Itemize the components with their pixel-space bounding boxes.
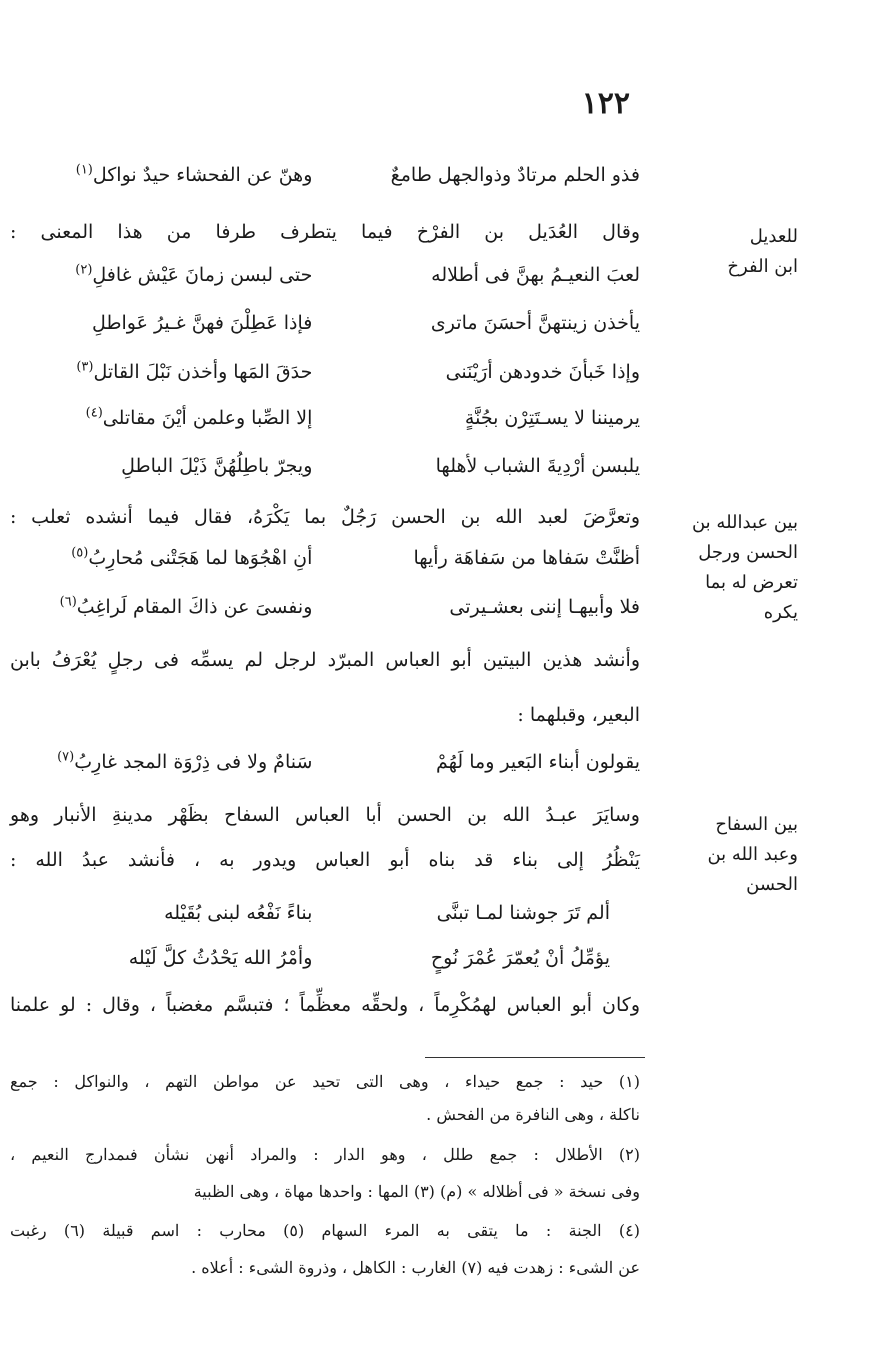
footnote-ref: (٢)	[75, 262, 93, 278]
prose-line: وسايَرَ عبـدُ الله بن الحسن أبا العباس السفاح بظَهْر مدينةِ الأنبار وهو	[10, 804, 640, 826]
footnote-ref: (٦)	[59, 594, 77, 610]
margin-note-line: بين عبدالله بن	[691, 512, 798, 533]
footnote-line: (٤) الجنة : ما يتقى به المرء السهام (٥) محارب : اسم قبيلة (٦) رغبت	[10, 1221, 641, 1240]
verse-line	[10, 303, 640, 343]
verse-line	[10, 352, 640, 392]
verse-first-hemistich: وإذا خَبأنَ خدودهن أرَيْنَنى	[445, 361, 640, 383]
verse-line	[10, 742, 640, 782]
margin-note-line: بين السفاح	[715, 814, 798, 835]
footnote-divider	[425, 1057, 645, 1058]
footnote-line: عن الشىء : زهدت فيه (٧) الغارب : الكاهل ، وذروة الشىء : أعلاه .	[191, 1258, 640, 1277]
margin-note-line: وعبد الله بن	[707, 844, 798, 865]
verse-line	[10, 398, 640, 438]
verse-first-hemistich: فلا وأبيهـا إننى بعشـيرتى	[449, 596, 640, 618]
verse-first-hemistich: يرميننا لا يسـتَتِرْن بجُنَّةٍ	[464, 407, 640, 429]
margin-note	[663, 810, 798, 900]
margin-note-line: ابن الفرخ	[727, 256, 798, 277]
verse-line	[10, 255, 640, 295]
prose-line: البعير، وقبلهما :	[517, 704, 640, 726]
verse-line	[10, 446, 640, 486]
footnote-ref: (٥)	[71, 545, 89, 561]
verse-line	[10, 155, 640, 195]
margin-note	[663, 222, 798, 282]
prose-line: وقال العُدَيل بن الفرْخ فيما يتطرف طرفا من هذا المعنى :	[10, 221, 640, 243]
page-number: ١٢٢	[581, 86, 630, 121]
footnote-ref: (١)	[75, 162, 93, 178]
verse-first-hemistich: فذو الحلم مرتادٌ وذوالجهل طامعٌ	[390, 164, 640, 186]
verse-second-hemistich: حدَقَ المَها وأخذن نَبْلَ القاتل$^{(٣)}$	[76, 359, 313, 383]
verse-second-hemistich: وأمْرُ الله يَحْدُثُ كلَّ لَيْله	[128, 947, 313, 969]
margin-note-line: الحسن	[746, 874, 798, 895]
footnote-line: وفى نسخة « فى أظلاله » (م) (٣) المها : واحدها مهاة ، وهى الظبية	[193, 1182, 640, 1201]
verse-line	[10, 893, 640, 933]
verse-first-hemistich: يؤمِّلُ أنْ يُعمّرَ عُمْرَ نُوحٍ	[430, 947, 610, 969]
verse-second-hemistich: بناءً نَفْعُه لبنى بُقَيْله	[164, 902, 313, 924]
verse-line	[10, 938, 640, 978]
prose-line: يَنْظُرُ إلى بناء قد بناه أبو العباس ويدور به ، فأنشد عبدُ الله :	[10, 849, 640, 871]
verse-line	[10, 538, 640, 578]
footnote-line: (٢) الأطلال : جمع طلل ، وهو الدار : والمراد أنهن نشأن فىمدارج النعيم ،	[10, 1145, 640, 1164]
prose-line: وتعرَّضَ لعبد الله بن الحسن رَجُلٌ بما يَكْرَهُ، فقال فيما أنشده ثعلب :	[10, 506, 640, 528]
verse-first-hemistich: ألم تَرَ جوشنا لمـا تبنَّى	[436, 902, 610, 924]
margin-note-line: للعديل	[749, 226, 798, 247]
verse-second-hemistich: وهنّ عن الفحشاء حيدٌ نواكل$^{(١)}$	[75, 162, 313, 186]
verse-second-hemistich: سَنامٌ ولا فى ذِرْوَة المجد غارِبُ$^{(٧)}$	[57, 749, 313, 773]
footnote-ref: (٣)	[76, 359, 94, 375]
footnote-ref: (٤)	[85, 405, 103, 421]
verse-second-hemistich: أنِ اهْجُوَها لما هَجَتْنى مُحارِبُ$^{(٥)}$	[71, 545, 313, 569]
verse-line	[10, 587, 640, 627]
verse-first-hemistich: لعبَ النعيـمُ بهنَّ فى أطلاله	[431, 264, 640, 286]
verse-first-hemistich: يأخذن زينتهنَّ أحسَنَ ماترى	[430, 312, 640, 334]
footnote-line: (١) حيد : جمع حيداء ، وهى التى تحيد عن مواطن التهم ، والنواكل : جمع	[10, 1072, 640, 1091]
margin-note-line: يكره	[763, 602, 798, 623]
margin-note	[663, 508, 798, 628]
verse-second-hemistich: إلا الصِّبا وعلمن أيْنَ مقاتلى$^{(٤)}$	[85, 405, 313, 429]
verse-first-hemistich: أظنَّتْ سَفاها من سَفاهَة رأيها	[413, 547, 640, 569]
footnote-line: ناكلة ، وهى النافرة من الفحش .	[426, 1105, 640, 1124]
verse-second-hemistich: ونفسىَ عن ذاكَ المقام لَراغِبُ$^{(٦)}$	[59, 594, 313, 618]
prose-line: وأنشد هذين البيتين أبو العباس المبرّد لرجل لم يسمِّه فى رجلٍ يُعْرَفُ بابن	[10, 649, 640, 671]
verse-second-hemistich: فإذا عَطِلْنَ فهنَّ غـيرُ عَواطلِ	[91, 312, 313, 334]
prose-line: وكان أبو العباس لهمُكْرِماً ، ولحقِّه معظِّماً ؛ فتبسَّم مغضباً ، وقال : لو علمنا	[10, 994, 640, 1016]
footnote-ref: (٧)	[57, 749, 75, 765]
margin-note-line: الحسن ورجل	[698, 542, 798, 563]
verse-second-hemistich: حتى لبسن زمانَ عَيْش غافلِ$^{(٢)}$	[75, 262, 313, 286]
verse-second-hemistich: ويجرّ باطِلُهُنَّ ذَيْلَ الباطلِ	[121, 455, 313, 477]
verse-first-hemistich: يقولون أبناء البَعير وما لَهُمْ	[436, 751, 640, 773]
margin-note-line: تعرض له بما	[705, 572, 798, 593]
verse-first-hemistich: يلبسن أرْدِيةَ الشباب لأهلها	[435, 455, 640, 477]
